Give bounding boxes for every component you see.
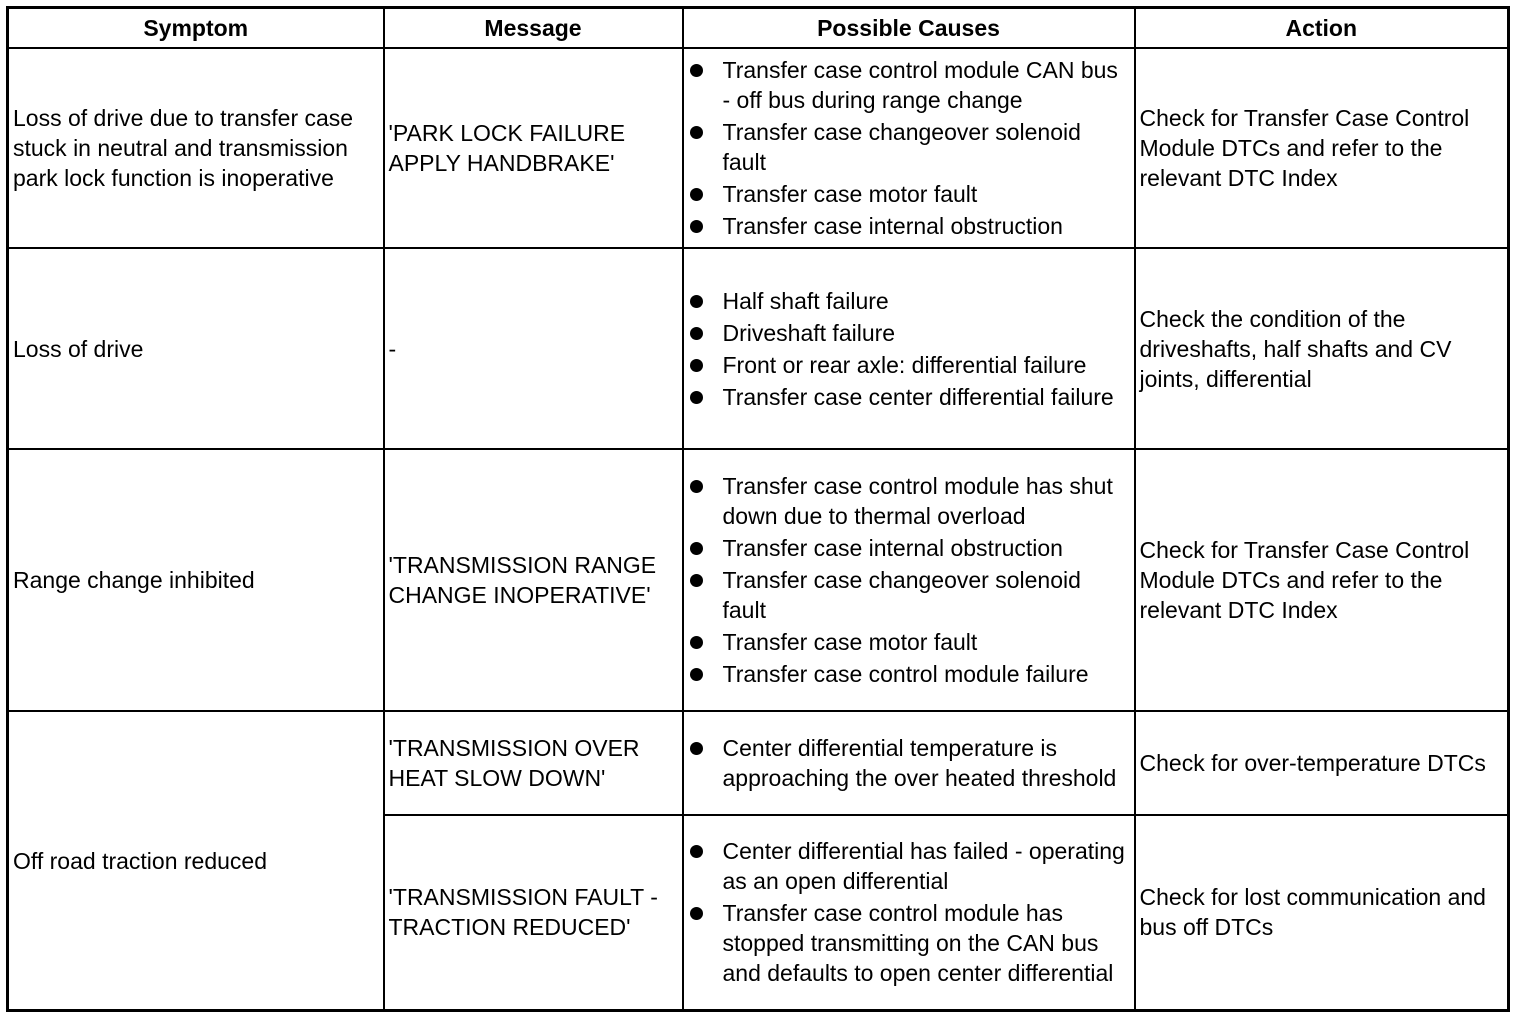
header-symptom: Symptom (8, 8, 384, 49)
cause-item (688, 55, 1130, 115)
table-row (8, 48, 1509, 248)
cause-text: Transfer case control module failure (722, 661, 1089, 688)
cause-item (688, 179, 1130, 209)
bullet-icon (690, 327, 703, 340)
bullet-icon (690, 359, 703, 372)
message-cell: 'TRANSMISSION RANGE CHANGE INOPERATIVE' (384, 449, 683, 712)
header-message: Message (384, 8, 683, 49)
cause-text: Center differential has failed - operating as an open differential (722, 838, 1125, 895)
symptom-cell: Off road traction reduced (8, 711, 384, 1010)
action-cell: Check the condition of the driveshafts, half shafts and CV joints, differential (1135, 248, 1509, 448)
message-cell: 'TRANSMISSION FAULT - TRACTION REDUCED' (384, 815, 683, 1011)
cause-item (688, 659, 1130, 689)
cause-text: Transfer case motor fault (722, 629, 978, 656)
cause-text: Driveshaft failure (722, 319, 896, 346)
header-action: Action (1135, 8, 1509, 49)
causes-cell (683, 711, 1135, 814)
cause-text: Transfer case internal obstruction (722, 213, 1063, 240)
cause-item (688, 836, 1130, 896)
cause-text: Transfer case internal obstruction (722, 535, 1063, 562)
header-possible-causes: Possible Causes (683, 8, 1135, 49)
message-cell: - (384, 248, 683, 448)
cause-item (688, 382, 1130, 412)
bullet-icon (690, 574, 703, 587)
cause-text: Transfer case motor fault (722, 181, 978, 208)
table-row (8, 449, 1509, 712)
symptom-cell: Loss of drive (8, 248, 384, 448)
bullet-icon (690, 742, 703, 755)
cause-item (688, 318, 1130, 348)
bullet-icon (690, 907, 703, 920)
bullet-icon (690, 295, 703, 308)
causes-cell (683, 248, 1135, 448)
action-cell: Check for over-temperature DTCs (1135, 711, 1509, 814)
cause-item (688, 627, 1130, 657)
action-cell: Check for lost communication and bus off DTCs (1135, 815, 1509, 1011)
message-cell: 'TRANSMISSION OVER HEAT SLOW DOWN' (384, 711, 683, 814)
bullet-icon (690, 636, 703, 649)
cause-item (688, 533, 1130, 563)
bullet-icon (690, 480, 703, 493)
bullet-icon (690, 391, 703, 404)
cause-text: Transfer case control module has shut down due to thermal overload (722, 473, 1113, 530)
cause-text: Front or rear axle: differential failure (722, 351, 1087, 378)
causes-cell (683, 48, 1135, 248)
symptom-cell: Loss of drive due to transfer case stuck in neutral and transmission park lock function is inoperative (8, 48, 384, 248)
table-row (8, 248, 1509, 448)
bullet-icon (690, 845, 703, 858)
cause-item (688, 286, 1130, 316)
bullet-icon (690, 64, 703, 77)
causes-cell (683, 449, 1135, 712)
cause-text: Half shaft failure (722, 287, 889, 314)
table-row (8, 711, 1509, 814)
message-cell: 'PARK LOCK FAILURE APPLY HANDBRAKE' (384, 48, 683, 248)
cause-text: Transfer case changeover solenoid fault (722, 567, 1081, 624)
cause-text: Transfer case control module CAN bus - off bus during range change (722, 57, 1118, 114)
bullet-icon (690, 668, 703, 681)
bullet-icon (690, 542, 703, 555)
bullet-icon (690, 188, 703, 201)
action-cell: Check for Transfer Case Control Module DTCs and refer to the relevant DTC Index (1135, 48, 1509, 248)
cause-item (688, 117, 1130, 177)
cause-item (688, 350, 1130, 380)
cause-item (688, 565, 1130, 625)
cause-text: Center differential temperature is approaching the over heated threshold (722, 734, 1117, 791)
cause-item (688, 211, 1130, 241)
action-cell: Check for Transfer Case Control Module DTCs and refer to the relevant DTC Index (1135, 449, 1509, 712)
cause-item (688, 471, 1130, 531)
cause-text: Transfer case changeover solenoid fault (722, 119, 1081, 176)
cause-text: Transfer case control module has stopped transmitting on the CAN bus and defaults to open center differential (722, 900, 1114, 987)
diagnostic-table (6, 6, 1510, 1012)
bullet-icon (690, 126, 703, 139)
causes-cell (683, 815, 1135, 1011)
cause-item (688, 898, 1130, 988)
cause-text: Transfer case center differential failure (722, 383, 1114, 410)
symptom-cell: Range change inhibited (8, 449, 384, 712)
bullet-icon (690, 220, 703, 233)
cause-item (688, 733, 1130, 793)
header-row (8, 8, 1509, 49)
